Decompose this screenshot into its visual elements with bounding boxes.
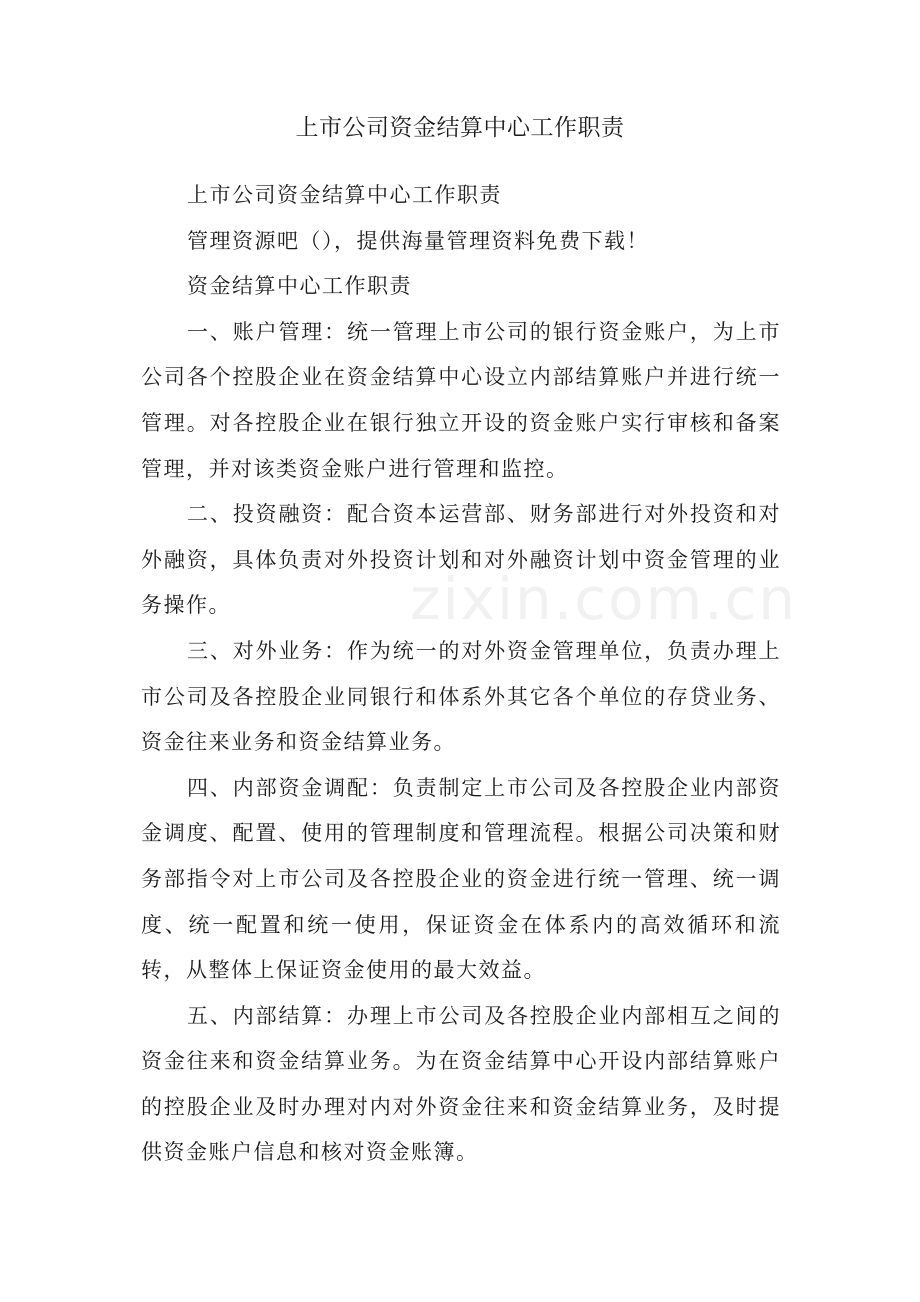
duty-investment-financing: 二、投资融资：配合资本运营部、财务部进行对外投资和对外融资，具体负责对外投资计划和对外融资计划中资金管理的业务操作。 — [141, 502, 781, 618]
section-heading: 资金结算中心工作职责 — [187, 274, 412, 299]
document-body — [141, 173, 781, 1176]
document-title: 上市公司资金结算中心工作职责 — [295, 115, 625, 141]
duty-internal-allocation: 四、内部资金调配：负责制定上市公司及各控股企业内部资金调度、配置、使用的管理制度和管理流程。根据公司决策和财务部指令对上市公司及各控股企业的资金进行统一管理、统一调度、统一配置和统一使用，保证资金在体系内的高效循环和流转，从整体上保证资金使用的最大效益。 — [141, 775, 781, 983]
intro-heading: 上市公司资金结算中心工作职责 — [187, 183, 502, 207]
duty-external-business: 三、对外业务：作为统一的对外资金管理单位，负责办理上市公司及各控股企业同银行和体系外其它各个单位的存贷业务、资金往来业务和资金结算业务。 — [141, 638, 781, 755]
watermark: zixin.com.cn — [410, 565, 798, 633]
duty-internal-settlement: 五、内部结算：办理上市公司及各控股企业内部相互之间的资金往来和资金结算业务。为在资金结算中心开设内部结算账户的控股企业及时办理对内对外资金往来和资金结算业务，及时提供资金账户信息和核对资金账簿。 — [141, 1003, 781, 1165]
duty-account-management: 一、账户管理：统一管理上市公司的银行资金账户，为上市公司各个控股企业在资金结算中心设立内部结算账户并进行统一管理。对各控股企业在银行独立开设的资金账户实行审核和备案管理，并对该类资金账户进行管理和监控。 — [141, 319, 781, 481]
source-note: 管理资源吧（），提供海量管理资料免费下载！ — [187, 228, 649, 253]
